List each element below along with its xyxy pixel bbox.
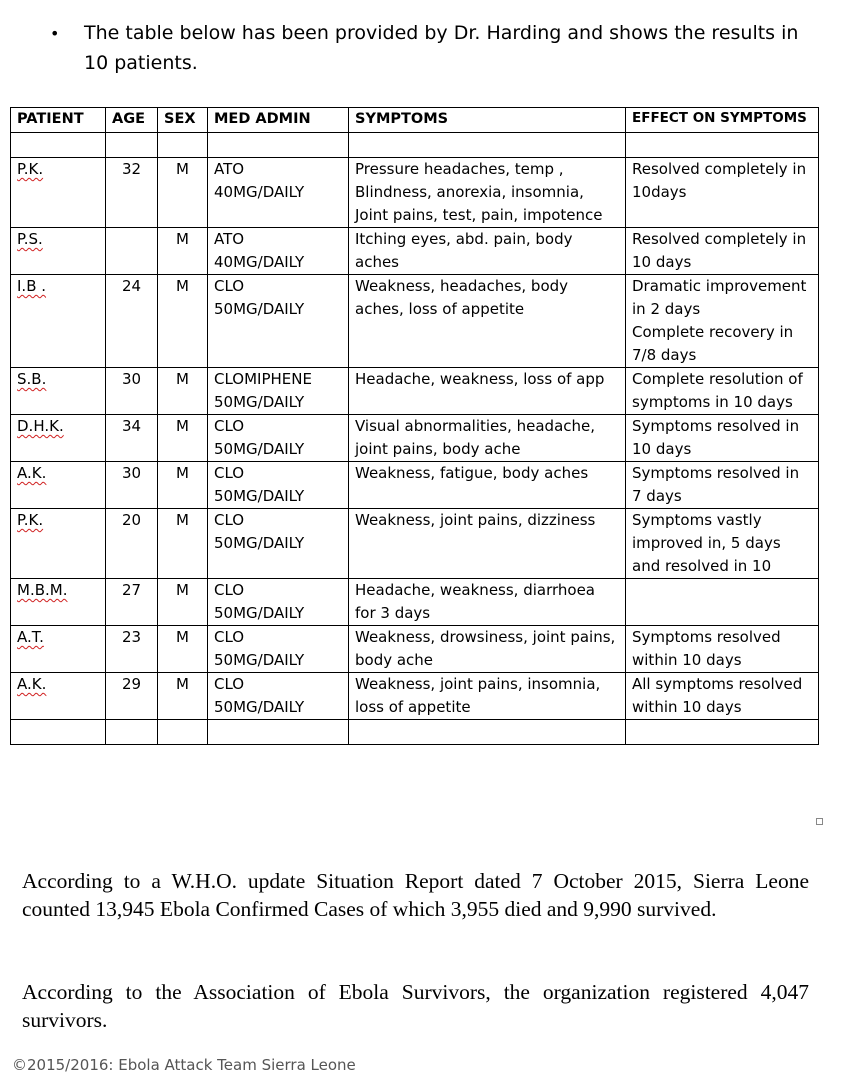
header-sex: SEX [158,108,208,133]
table-row [11,579,819,626]
patient-results-table [10,107,819,745]
header-age: AGE [106,108,158,133]
cell-sex: M [158,626,208,673]
cell-effect [626,579,819,626]
cell-symptoms: Itching eyes, abd. pain, body aches [349,228,626,275]
cell-effect: Symptoms vastly improved in, 5 days and resolved in 10 [626,509,819,579]
cell-age: 23 [106,626,158,673]
table-row [11,415,819,462]
footer-copyright: ©2015/2016: Ebola Attack Team Sierra Leone [12,1056,356,1074]
cell-med-admin: CLOMIPHENE 50MG/DAILY [208,368,349,415]
patient-initials: A.K. [17,675,47,693]
cell-patient [11,415,106,462]
cell-med-admin: CLO 50MG/DAILY [208,509,349,579]
cell-patient [11,579,106,626]
cell-sex: M [158,228,208,275]
header-med-admin: MED ADMIN [208,108,349,133]
table-row [11,509,819,579]
bullet-icon: • [50,24,60,43]
cell-age: 32 [106,158,158,228]
patient-initials: P.K. [17,160,44,178]
cell-symptoms: Weakness, fatigue, body aches [349,462,626,509]
cell-patient [11,509,106,579]
cell-symptoms: Weakness, joint pains, insomnia, loss of appetite [349,673,626,720]
table-row [11,462,819,509]
cell-med-admin: CLO 50MG/DAILY [208,626,349,673]
table-spacer-row [11,720,819,745]
patient-initials: I.B . [17,277,47,295]
header-patient: PATIENT [11,108,106,133]
cell-patient [11,462,106,509]
cell-effect: Symptoms resolved in 10 days [626,415,819,462]
cell-effect: All symptoms resolved within 10 days [626,673,819,720]
cell-med-admin: ATO 40MG/DAILY [208,228,349,275]
table-row [11,673,819,720]
cell-effect: Complete resolution of symptoms in 10 days [626,368,819,415]
table-row [11,228,819,275]
cell-sex: M [158,415,208,462]
cell-patient [11,228,106,275]
cell-patient [11,368,106,415]
cell-age: 34 [106,415,158,462]
cell-med-admin: CLO 50MG/DAILY [208,579,349,626]
cell-sex: M [158,275,208,368]
patient-initials: P.K. [17,511,44,529]
cell-med-admin: CLO 50MG/DAILY [208,673,349,720]
cell-med-admin: CLO 50MG/DAILY [208,415,349,462]
table-row [11,626,819,673]
cell-patient [11,275,106,368]
cell-age: 27 [106,579,158,626]
patient-initials: A.K. [17,464,47,482]
cell-sex: M [158,462,208,509]
patient-initials: P.S. [17,230,43,248]
cell-age: 24 [106,275,158,368]
cell-sex: M [158,368,208,415]
table-spacer-row [11,133,819,158]
cell-patient [11,673,106,720]
cell-symptoms: Weakness, joint pains, dizziness [349,509,626,579]
cell-effect: Symptoms resolved within 10 days [626,626,819,673]
table-resize-handle [816,818,823,825]
cell-med-admin: CLO 50MG/DAILY [208,462,349,509]
cell-symptoms: Weakness, drowsiness, joint pains, body ache [349,626,626,673]
patient-initials: M.B.M. [17,581,68,599]
cell-effect: Dramatic improvement in 2 days Complete recovery in 7/8 days [626,275,819,368]
cell-age [106,228,158,275]
cell-patient [11,626,106,673]
cell-age: 30 [106,462,158,509]
cell-sex: M [158,673,208,720]
table-row [11,368,819,415]
cell-age: 20 [106,509,158,579]
cell-symptoms: Headache, weakness, diarrhoea for 3 days [349,579,626,626]
header-effect: EFFECT ON SYMPTOMS [626,108,819,133]
cell-patient [11,158,106,228]
survivors-paragraph: According to the Association of Ebola Survivors, the organization registered 4,047 survivors. [22,979,809,1032]
cell-symptoms: Visual abnormalities, headache, joint pains, body ache [349,415,626,462]
patient-initials: D.H.K. [17,417,64,435]
cell-age: 30 [106,368,158,415]
cell-symptoms: Weakness, headaches, body aches, loss of appetite [349,275,626,368]
who-report-paragraph: According to a W.H.O. update Situation Report dated 7 October 2015, Sierra Leone counted 13,945 Ebola Confirmed Cases of which 3,955 died and 9,990 survived. [22,868,809,921]
cell-med-admin: ATO 40MG/DAILY [208,158,349,228]
table-body [11,133,819,745]
cell-sex: M [158,509,208,579]
patient-initials: S.B. [17,370,47,388]
cell-effect: Resolved completely in 10days [626,158,819,228]
cell-sex: M [158,579,208,626]
intro-text: The table below has been provided by Dr. Harding and shows the results in 10 patients. [84,22,799,74]
table-row [11,158,819,228]
patient-initials: A.T. [17,628,44,646]
cell-symptoms: Pressure headaches, temp , Blindness, anorexia, insomnia, Joint pains, test, pain, impotence [349,158,626,228]
cell-effect: Symptoms resolved in 7 days [626,462,819,509]
cell-age: 29 [106,673,158,720]
table-row [11,275,819,368]
intro-bullet [50,18,820,78]
cell-sex: M [158,158,208,228]
cell-symptoms: Headache, weakness, loss of app [349,368,626,415]
cell-effect: Resolved completely in 10 days [626,228,819,275]
cell-med-admin: CLO 50MG/DAILY [208,275,349,368]
header-symptoms: SYMPTOMS [349,108,626,133]
table-header-row [11,108,819,133]
